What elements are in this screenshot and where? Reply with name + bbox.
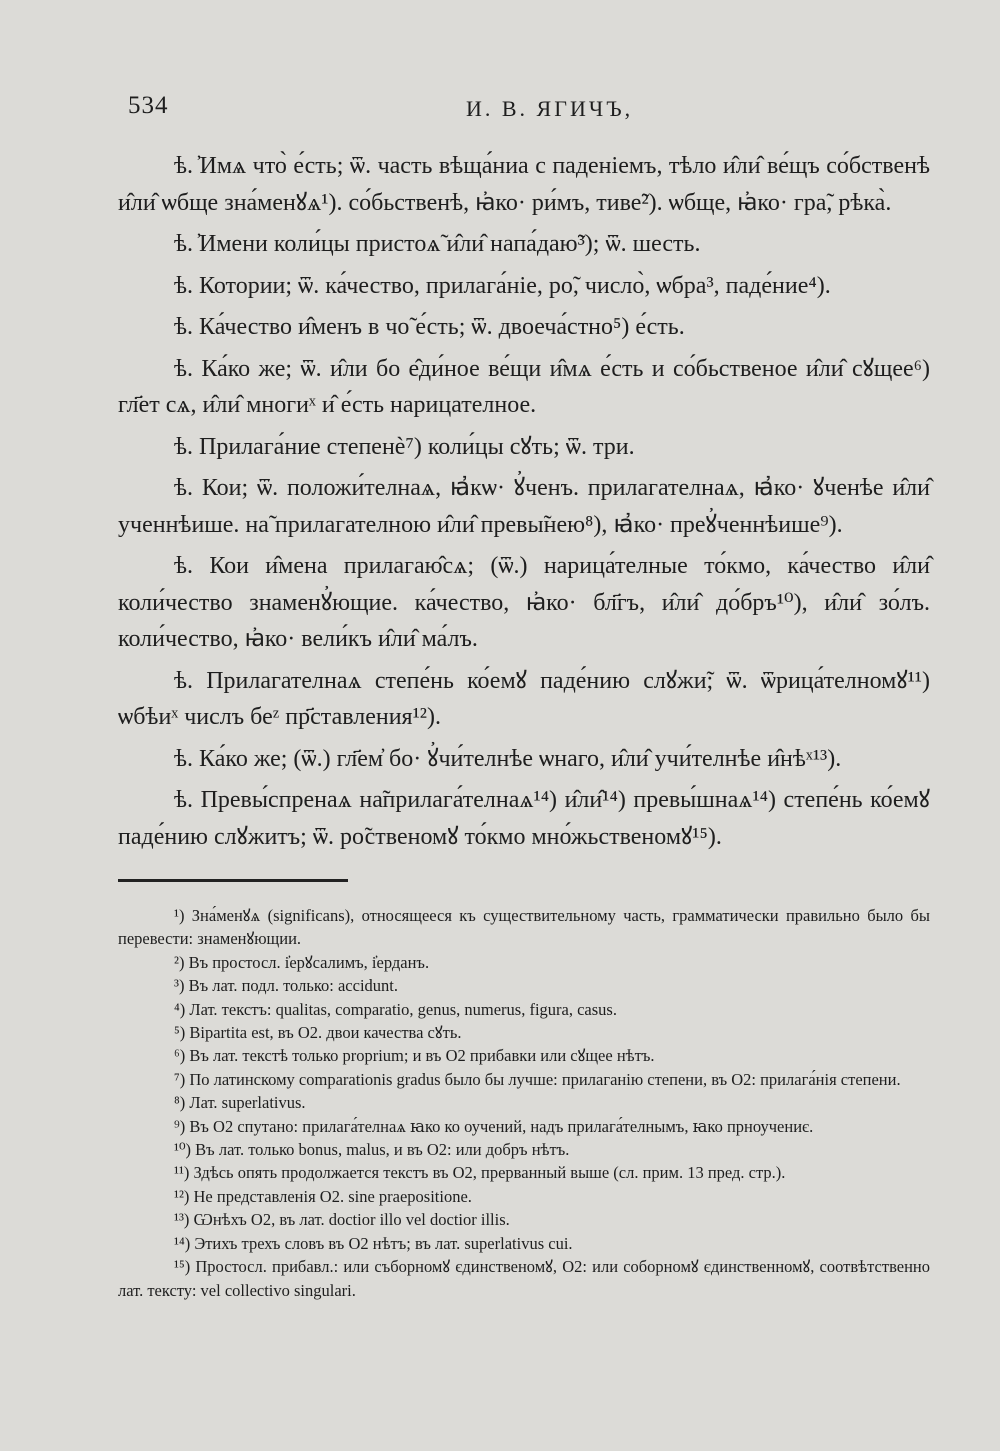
footnote: ¹⁰) Въ лат. только bonus, malus, и въ О2: или добръ нѣтъ. (174, 1140, 570, 1160)
footnote: ²) Въ простосл. і҆ерꙋсалимъ, і҆ерданъ. (174, 952, 430, 972)
page-header (128, 92, 928, 132)
footnotes (118, 904, 930, 1302)
text-paragraph: ѣ. ̓Имѧ что̀ е́сть; ѿ. часть вѣща́ниа с паденіемъ, тѣло и̂ли̂ ве́щъ со́бственѣ и̂ли̂ ѡбще зна́менꙋѧ¹). со́бьственѣ, ꙗ҆ко· ри́мъ, тиве̃²). ѡбще, ꙗ҆ко· гра̃, рѣка̀. (118, 153, 930, 216)
text-paragraph: ѣ. Ка́чество и̂менъ в чо̃ е́сть; ѿ. двоеча́стно⁵) е́сть. (174, 314, 685, 340)
text-paragraph: ѣ. Котории; ѿ. ка́чество, прилага́ніе, ро̃, число̀, ѡбра³, паде́ние⁴). (174, 272, 831, 299)
text-paragraph: ѣ. Превы́спренаѧ на̃прилага́телнаѧ¹⁴) и̂ли̂¹⁴) превы́шнаѧ¹⁴) степе́нь ко́емꙋ паде́нию слꙋжитъ; ѿ. ро̃ственомꙋ то́кмо мно́жьственомꙋ¹⁵). (118, 787, 930, 850)
footnote: ⁵) Bipartita est, въ О2. двои качества сꙋть. (174, 1023, 462, 1043)
footnote: ¹³) Ѡнѣхъ О2, въ лат. doctior illo vel doctior illis. (174, 1210, 510, 1230)
footnote: ¹⁴) Этихъ трехъ словъ въ О2 нѣтъ; въ лат. superlativus cui. (174, 1233, 573, 1253)
main-text (118, 148, 930, 860)
footnote: ³) Въ лат. подл. только: accidunt. (174, 976, 398, 996)
text-paragraph: ѣ. Ка́ко же; ѿ. и̂ли бо е̂ди́ное ве́щи и̂мѧ е́сть и со́бьственое и̂ли̂ сꙋщее⁶) гл҃ет сѧ, и̂ли̂ многиˣ и̂ е́сть нарицателное. (118, 355, 930, 418)
text-paragraph: ѣ. Кои; ѿ. положи́телнаѧ, ꙗ҆кѡ· ꙋ҆ченъ. прилагателнаѧ, ꙗ҆ко· ꙋченѣе и̂ли̂ ученнѣише. на̃ прилагателною и̂ли̂ превы̃нею⁸), ꙗ҆ко· преꙋ҆ченнѣише⁹). (118, 475, 930, 538)
footnote: ⁴) Лат. текстъ: qualitas, comparatio, genus, numerus, figura, casus. (174, 999, 617, 1019)
footnote: ¹) Зна́менꙋѧ (significans), относящееся къ существительному часть, грамматически правильно было бы перевести: знаменꙋющии. (118, 906, 930, 949)
text-paragraph: ѣ. Кои и̂мена прилагаю̂сѧ; (ѿ.) нарица́телные то́кмо, ка́чество и̂ли̂ коли́чество знаменꙋ҆ющие. ка́чество, ꙗ҆ко· бл҃гъ, и̂ли̂ до́бръ¹⁰), и̂ли̂ зо́лъ. коли́чество, ꙗ҆ко· вели́къ и̂ли̂ ма́лъ. (118, 553, 930, 652)
page-number: 534 (128, 92, 169, 119)
footnote: ¹²) Не представленія О2. sine praepositione. (174, 1186, 472, 1206)
footnote: ⁸) Лат. superlativus. (174, 1093, 306, 1113)
footnote: ⁷) По латинскому comparationis gradus было бы лучше: прилаганію степени, въ О2: прилага́нія степени. (174, 1069, 901, 1089)
footnote: ¹⁵) Простосл. прибавл.: или съборномꙋ єдинственомꙋ, О2: или соборномꙋ єдинственномꙋ, соотвѣтственно лат. тексту: vel collectivo singulari. (118, 1257, 930, 1300)
text-paragraph: ѣ. Ка́ко же; (ѿ.) гл҃ем̓ бо· ꙋ҆чи́телнѣе ѡнаго, и̂ли̂ учи́телнѣе и̂нѣˣ¹³). (174, 745, 842, 772)
text-paragraph: ѣ. Прилага́ние степенѐ⁷) коли́цы сꙋть; ѿ. три. (174, 433, 635, 460)
footnote: ⁹) Въ О2 спутано: прилага́телнаѧ ꙗко ко оучений, надъ прилага́телнымъ, ꙗко прноучениє. (174, 1116, 814, 1136)
footnote: ⁶) Въ лат. текстѣ только proprium; и въ О2 прибавки или сꙋщее нѣтъ. (174, 1046, 655, 1066)
running-title: И. В. ЯГИЧЪ, (466, 96, 634, 121)
footnote: ¹¹) Здѣсь опять продолжается текстъ въ О2, прерванный выше (сл. прим. 13 пред. стр.). (174, 1163, 786, 1183)
footnote-divider (118, 879, 348, 882)
text-paragraph: ѣ. ̓Имени коли́цы пристоѧ̃ и̂ли̂ напа́даю̃³); ѿ. шесть. (174, 231, 701, 257)
text-paragraph: ѣ. Прилагателнаѧ степе́нь ко́емꙋ паде́нию слꙋжи̃; ѿ. ѿрица́телномꙋ¹¹) ѡбѣиˣ числъ беᶻ пр҃ставления¹²). (118, 667, 930, 730)
